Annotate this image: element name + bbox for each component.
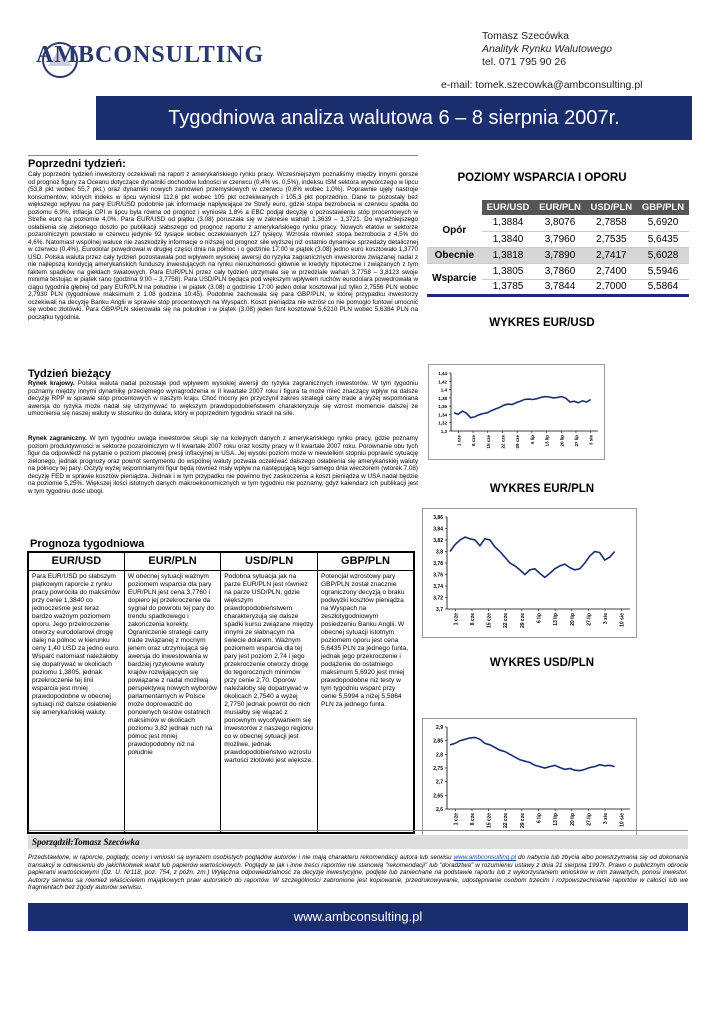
table-cell: 3,7960 <box>534 231 585 247</box>
x-tick-label: 1 cze <box>456 435 462 447</box>
series-line <box>450 537 615 577</box>
table-cell: 5,6435 <box>637 231 689 247</box>
foreign-market-text <box>28 435 418 495</box>
table-cell: 2,7417 <box>586 247 637 263</box>
column-header: USD/PLN <box>586 200 637 215</box>
x-tick-label: 3 sie <box>588 435 594 446</box>
logo-text <box>36 42 264 69</box>
column-header: EUR/USD <box>482 200 535 215</box>
y-tick-label: 2,8 <box>436 752 443 759</box>
disclaimer-start: Przedstawione, w raporcie, poglądy, oceny i wnioski są wyrazem osobistych poglądów autorów i nie mają charakteru rekomendacji autora lub serwisu <box>28 854 454 861</box>
column-header: GBP/PLN <box>637 200 689 215</box>
y-tick-label: 1,4 <box>440 387 447 393</box>
contact-block <box>482 30 612 69</box>
chart-usdpln <box>422 718 637 838</box>
y-tick-label: 3,78 <box>433 561 443 567</box>
column-header: EUR/PLN <box>534 200 585 215</box>
y-tick-label: 1,44 <box>438 371 447 376</box>
footer-url-link[interactable]: www.ambconsulting.pl <box>293 909 423 924</box>
forecast-column-header: GBP/PLN <box>317 552 414 570</box>
x-tick-label: 20 lip <box>569 813 576 826</box>
table-cell: 3,7890 <box>534 247 585 263</box>
support-resistance-title: POZIOMY WSPARCIA I OPORU <box>457 172 627 184</box>
disclaimer-end: do nabycia lub zbycia albo powstrzymania się od dokonania transakcji w odniesieniu do jakichkolwiek walut lub papierów wartościowych. Poglądy te jak i inne treści raportów nie stanowią "rekomendacji" lub "doradztwa" w rozumieniu ustawy z dnia 21 sierpnia 1997r. Prawo o publicznym obrocie papierami wartościowymi (Dz. U. Nr118, poz. 754, z późn. zm.) Wyłączna odpowiedzialność za decyzje inwestycyjne, podjęte lub zaniechane na podstawie raportu lub z wykorzystaniem wniosków w nim zawartych, ponosi inwestor. Autorzy serwisu sa również właścicielem majątkowych praw autorskich do raportów. W szczególności zabronione jest kopiowanie, przedrukowywanie, udostępnianie osobom trzecim i rozpowszechnianie raportów w całości lub we fragmentach bez zgody autorów serwisu. <box>28 854 689 892</box>
previous-week-heading: Poprzedni tydzień: <box>28 158 126 170</box>
table-cell: 5,5946 <box>637 263 689 279</box>
table-cell: 2,7858 <box>586 215 637 231</box>
x-tick-label: 22 cze <box>503 813 510 829</box>
author-name: Tomasz Szecówka <box>482 30 569 42</box>
forecast-table <box>27 551 415 834</box>
y-tick-label: 3,86 <box>433 515 443 521</box>
y-tick-label: 2,75 <box>433 766 443 772</box>
y-tick-label: 2,85 <box>433 738 443 745</box>
disclaimer-link[interactable]: www.ambconsulting.pl <box>453 854 517 861</box>
y-tick-label: 1,36 <box>438 404 447 410</box>
x-tick-label: 27 lip <box>586 613 593 626</box>
table-header-row <box>427 200 689 215</box>
y-tick-label: 1,38 <box>438 395 447 401</box>
forecast-cell-usdpln: Podobna sytuacja jak na parze EUR/PLN jest również na parze USD/PLN, gdzie większym prawdopodobieństwem charakteryzują się dalsze spadki kursu związane między innymi ze słabnącym na świecie dolarem. Ważnym poziomem wsparcia dla tej pary jest poziom 2,74 i jego przekroczenie otworzy drogę do tegorocznych minimów przy cenie 2,70. Oporów należałoby się dopatrywać w okolicach 2,7540 a wyżej 2,7750 jednak powrót do nich musiałby się wiązać z ponownym wycofywaniem się inwestorów z naszego regionu co w obecnej sytuacji jest możliwe, jednak prawdopodobieństwo wzrostu wartości złotówki jest większe. <box>221 570 318 833</box>
x-tick-label: 29 cze <box>519 813 526 829</box>
author-email: e-mail: tomek.szecowka@ambconsulting.pl <box>441 79 643 91</box>
x-tick-label: 20 lip <box>569 613 576 626</box>
table-cell: 3,8076 <box>534 215 585 231</box>
support-label: Wsparcie <box>427 263 482 295</box>
x-tick-label: 27 lip <box>573 435 579 447</box>
x-tick-label: 13 lip <box>553 613 560 626</box>
x-tick-label: 8 cze <box>469 813 476 826</box>
y-tick-label: 2,7 <box>436 779 443 786</box>
y-tick-label: 3,74 <box>433 584 443 590</box>
y-tick-label: 1,32 <box>438 420 447 426</box>
x-tick-label: 22 cze <box>503 613 510 629</box>
author-role: Analityk Rynku Walutowego <box>482 43 612 55</box>
table-cell: 1,3840 <box>482 231 535 247</box>
x-tick-label: 27 lip <box>586 813 593 826</box>
x-tick-label: 3 sie <box>603 813 610 825</box>
domestic-market-label: Rynek krajowy. <box>28 380 75 387</box>
x-tick-label: 15 cze <box>485 435 491 449</box>
table-row <box>427 263 689 279</box>
x-tick-label: 13 lip <box>544 435 550 447</box>
x-tick-label: 15 cze <box>486 613 493 629</box>
y-tick-label: 2,6 <box>436 807 443 813</box>
table-cell: 2,7000 <box>586 279 637 295</box>
table-cell: 2,7400 <box>586 263 637 279</box>
y-tick-label: 3,72 <box>433 595 443 602</box>
forecast-column-header: EUR/USD <box>28 552 124 570</box>
table-cell: 1,3884 <box>482 215 535 231</box>
chart-eurpln <box>422 508 637 638</box>
forecast-cell-gbppln: Potencjał wzrostowy pary GBP/PLN został znacznie ograniczony decyzją o braku podwyżki kosztów pieniądza na Wyspach na zeszłotygodniowym posiedzeniu Banku Anglii. W obecnej sytuacji istotnym poziomem oporu jest cena 5,6435 PLN za jednego funta, jednak jego przekroczenie i podążenie do ostatniego maksimum 5,6920 jest mniej prawdopodobne niż testy w tym tygodniu wsparć przy cenie 5,5994 a niżej 5,5864 PLN za jednego funta. <box>317 570 414 833</box>
y-tick-label: 2,9 <box>436 725 443 731</box>
series-line <box>450 737 615 770</box>
domestic-market-body: Polska waluta nadal pozostaje pod wpływem wysokiej awersji do ryzyka zagranicznych inwestorów. W tym tygodniu poznamy między innymi dynamikę przeciętnego wynagrodzenia w II kwartale 2007 roku i figura ta może mieć znaczący wpływ na dalsze decyzję RPP w sprawie stóp procentowych w naszym kraju. Choć mocny jen przyczynił zakres strategii carry trade a wyżej wspomniana awersja do ryzyka może nadal się utrzymywać to większym prawdopodobieństwem charakteryzuje się wzrost momencie dalszej ze umocnienia się naszej waluty w stosunku do dolara, który w poprzednim tygodniu stracił na sile. <box>28 380 418 417</box>
y-tick-label: 2,65 <box>433 793 443 800</box>
y-tick-label: 1,34 <box>438 412 447 418</box>
x-tick-label: 22 cze <box>500 435 506 449</box>
y-tick-label: 3,7 <box>436 607 443 613</box>
y-tick-label: 1,42 <box>438 379 447 385</box>
forecast-header-row <box>28 552 414 570</box>
divider <box>28 830 688 831</box>
support-resistance-table <box>427 200 689 297</box>
forecast-cell-eurpln: W obecnej sytuacji ważnym poziomem wsparcia dla pary EUR/PLN jest cena 3,7760 i dopiero jej przekroczenie da sygnał do powrotu tej pary do trendu spadkowego i zakończenia korekty. Ograniczenie strategii carry trade związanej z mocnym jenem oraz utrzymująca się awersja do inwestowania w bardziej ryzykowne waluty krajów rozwijających się powiązane z nadal możliwą perspektywą nowych wyborów parlamentarnych w Polsce może doprowadzić do ponownych testów ostatnich maksimów w okolicach poziomu 3,82 jednak ruch na północ jest mniej prawdopodobny niż na południe <box>124 570 220 833</box>
x-tick-label: 8 cze <box>469 613 476 626</box>
previous-week-text: Cały poprzedni tydzień inwestorzy oczekiwali na raport z amerykańskiego rynku pracy. Wcześniejszym poznaliśmy między innymi gorsze od prognoz figury za Oceanu dotyczące dynamiki dochodów ludności w czerwcu (0,4% vs. 0,5%), indeksu ISM sektora wytwórczego w lipcu (53,8 pkt wobec 55,7 pkt.) oraz dynamiki nowych zamówień przemysłowych w czerwcu (0,6% wobec 1,0%). Poprawnie ujęły nastroje konsumentów, których indeks w lipcu wyniósł 112,6 pkt wobec 105 pkt oczekiwanych i 105,3 pkt poprzednio. Dane te pozostały bez większego wpływu na parę EUR/USD podobnie jak informacje napływające ze Strefy euro, gdzie stopa bezrobocia w czerwcu spadła do poziomu 6,9%, inflacja CPI w lipcu była równa od prognoz i wyniosła 1,8% a EBC podjął decyzję o pozostawieniu stóp procentowych w Strefie euro na poziomie 4,0%. Para EUR/USD od piątku (3.08) poruszała się w zakresie wahań 1,3639 – 1,3721. Do wyraźniejszego osłabienia się zielonego doszło po publikacji słabszego od prognoz raportu z amerykańskiego rynku pracy. Nowych etatów w sektorze pozarolniczym powstało w czerwcu jedynie 92 tysiące wobec oczekiwanych 127 tysięcy. Wzrosła również stopa bezrobocia z 4,5% do 4,6%. Natomiast wspólnej waluce nie zaszkodziły informacje o niższej od prognoz sile wyższej niż ostatnio dynamice sprzedaży detalicznej w czerwcu (0,4%). Eurodolar powędrował w drugiej części dnia na północ i o godzinie 17:00 w piątek (3.08) jedno euro kosztowało 1,3770 USD. Polska waluta przez cały tydzień pozostawała pod wpływem wysokiej awersji do ryzyka zagranicznych inwestorów związanej nadal z nie najlepszą kondycją amerykańskich funduszy inwestujących na rynku nieruchomości głównie w kredyty hipoteczne i związanych z tym faktem spadków na giełdach światowych. Para EUR/PLN przez cały tydzień utrzymała się w przedziale wahań 3,7758 – 3,8123 swoje minima testując w piątek rano (godzina 9:00 – 3,7758). Para USD/PLN będąca pod większym wpływem ruchów eurodolara powędrowała w ciągu tygodnia głębiej od pary EUR/PLN na południe i w piątek (3.08) o godzinie 17:00 jeden dolar kosztował już tylko 2,7556 PLN wobec 2,7930 PLN (tygodniowe maksimum z 1.08 godzina 10:45). Podobnie zachowała się para GBP/PLN, w której przypadku inwestorzy oczekiwali na decyzję Banku Anglii w sprawie stóp procentowych na Wyspach. Koszt pieniądza nie wzrósł co nie pomogło funtowi umocnić się wobec złotówki. Para GBP/PLN skierowała się na południe i w piątek (3.08) jeden funt kosztował 5,6210 PLN wobec 5,6384 PLN na początku tygodnia. <box>28 171 418 321</box>
current-label: Obecnie <box>427 247 482 263</box>
table-cell: 2,7535 <box>586 231 637 247</box>
chart-title-eurpln: WYKRES EUR/PLN <box>489 483 595 495</box>
y-tick-label: 1,3 <box>440 429 447 434</box>
y-tick-label: 3,82 <box>433 538 443 544</box>
y-tick-label: 3,84 <box>433 526 443 533</box>
logo-wordmark: AMBCONSULTING <box>36 42 265 68</box>
forecast-column-header: USD/PLN <box>221 552 318 570</box>
x-tick-label: 1 cze <box>453 813 460 826</box>
x-tick-label: 29 cze <box>515 435 521 449</box>
y-tick-label: 3,76 <box>433 572 443 579</box>
forecast-row <box>28 570 414 833</box>
page-title: Tygodniowa analiza walutowa 6 – 8 sierpnia 2007r. <box>168 107 620 129</box>
divider <box>28 155 418 156</box>
table-row <box>427 215 689 231</box>
y-tick-label: 3,8 <box>436 549 443 556</box>
current-week-heading: Tydzień bieżący <box>28 368 111 380</box>
resistance-label: Opór <box>427 215 482 247</box>
x-tick-label: 15 cze <box>486 813 493 829</box>
forecast-title: Prognoza tygodniowa <box>30 538 145 550</box>
x-tick-label: 13 lip <box>553 813 560 826</box>
table-cell: 1,3805 <box>482 263 535 279</box>
x-tick-label: 29 cze <box>519 613 526 629</box>
chart-eurusd <box>428 364 605 460</box>
forecast-column-header: EUR/PLN <box>124 552 220 570</box>
x-tick-label: 10 sie <box>619 613 626 627</box>
table-row-current <box>427 247 689 263</box>
chart-title-usdpln: WYKRES USD/PLN <box>489 657 595 669</box>
disclaimer <box>28 854 688 892</box>
table-cell: 1,3818 <box>482 247 535 263</box>
x-tick-label: 6 lip <box>529 435 535 445</box>
x-tick-label: 6 lip <box>536 613 543 624</box>
forecast-cell-eurusd: Para EUR/USD po słabszym piątkowym raporcie z rynku pracy powróciła do maksimów przy cenie 1,3840 co jednocześnie jest teraz bardzo ważnym poziomem oporu. Jego przekroczenie otworzy eurodolarowi drogę dalej na północ w kierunku ceny 1,40 USD za jedno euro. Wsparć natomiast należałoby się dopatrywać w okolicach poziomu 1,3805, jednak przekroczenie tej linii wsparcia jest mniej prawdopodobne w obecnej sytuacji niż dalsze osłabienie się amerykańskiej waluty. <box>28 570 124 833</box>
series-line <box>454 397 591 418</box>
author-phone: tel. 071 795 90 26 <box>482 56 567 68</box>
x-tick-label: 6 lip <box>536 813 543 824</box>
x-tick-label: 1 cze <box>453 613 460 626</box>
table-corner <box>427 200 482 215</box>
prepared-by: Sporządził:Tomasz Szecówka <box>28 835 688 849</box>
table-cell: 5,6028 <box>637 247 689 263</box>
domestic-market-text <box>28 380 418 418</box>
table-cell: 3,7860 <box>534 263 585 279</box>
x-tick-label: 10 sie <box>619 813 626 827</box>
table-cell: 5,6920 <box>637 215 689 231</box>
table-cell: 5,5864 <box>637 279 689 295</box>
x-tick-label: 3 sie <box>603 613 610 625</box>
chart-title-eurusd: WYKRES EUR/USD <box>489 317 595 329</box>
foreign-market-body: W tym tygodniu uwaga inwestorów skupi się na kolejnych danych z amerykańskiego rynku pracy, gdzie poznamy poziom produktywności w sektorze pozarolniczym w II kwartale 2007 roku oraz koszty pracy w II kwartale 2007 roku. Porównanie obu tych figur da odpowiedź na pytanie o poziom płacowej presji inflacyjnej w USA. Jej wysoki poziom może w niewielkim stopniu poprawić sytuację zielonego, jednak prognozy oraz powrót sentymentu do wspólnej waluty pozwala oczekiwać dalszego osłabienia się amerykańskiej waluty na północy tej pary. Oczyty wyżej wspomnianymi figur będą również mały wpływ na następującą tego samego dnia wieczorem (wtorek 7.08) decyzję FED w sprawie kosztów pieniądza. Jednak i w tym przypadku nie powinno być zaskoczenia a koszt pieniądza w USA nadal będzie na poziomie 5,25%. Większej ilości istotnych danych makroekonomicznych w tym tygodniu nie poznamy, gdyż kalendarz ich publikacji jest w tym tygodniu dość ubogi. <box>28 435 418 495</box>
x-tick-label: 8 cze <box>471 435 477 447</box>
foreign-market-label: Rynek zagraniczny. <box>28 435 87 442</box>
table-cell: 1,3785 <box>482 279 535 295</box>
x-tick-label: 20 lip <box>559 435 565 447</box>
table-cell: 3,7844 <box>534 279 585 295</box>
